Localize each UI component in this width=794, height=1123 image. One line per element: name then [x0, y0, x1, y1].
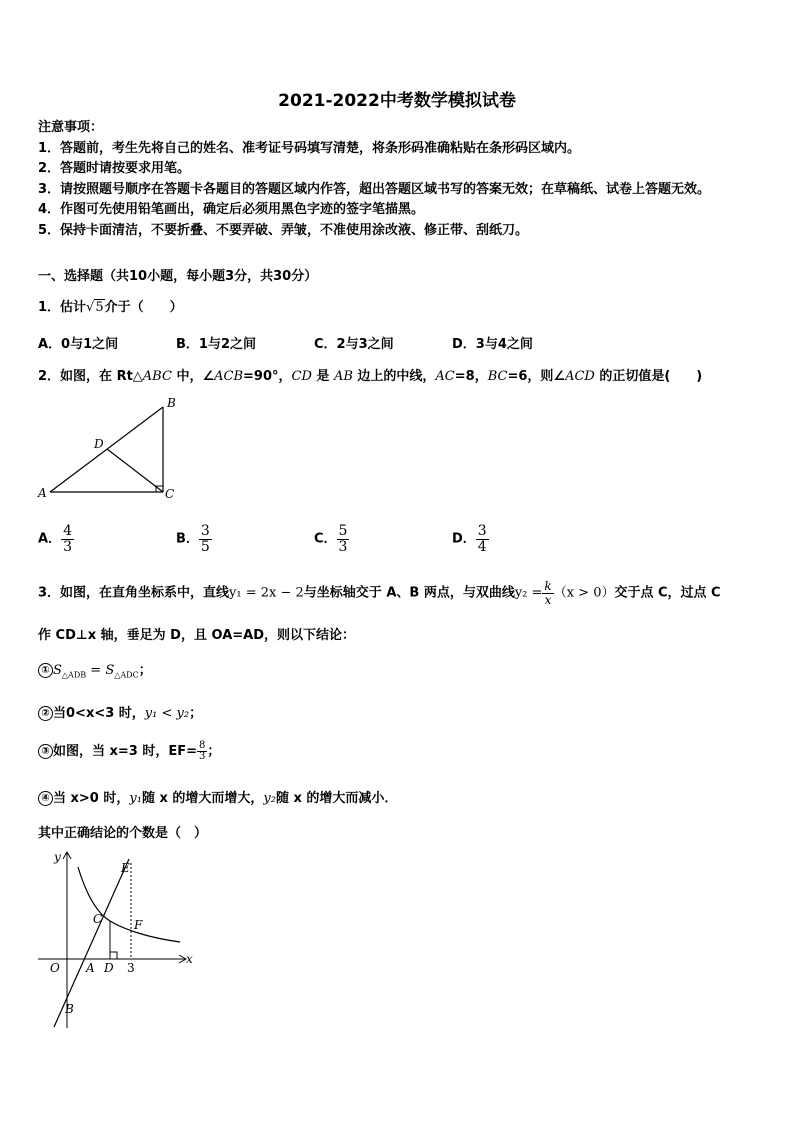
numerator: k	[544, 579, 552, 593]
q2-option-a[interactable]	[38, 524, 74, 554]
label-o: O	[50, 961, 60, 975]
statement-end: ；	[207, 744, 221, 759]
q2-option-d-fraction	[476, 524, 489, 554]
label-e: E	[121, 861, 130, 875]
q3-text-3: 交于点 C，过点 C	[614, 585, 721, 601]
note-item-3: 3．请按照题号顺序在答题卡各题目的答题区域内作答，超出答题区域书写的答案无效；在草稿纸、试卷上答题无效。	[38, 181, 711, 197]
q2-text-3: =90°，	[243, 369, 292, 384]
area-symbol: S	[53, 663, 62, 678]
q2-triangle-figure	[30, 390, 190, 510]
q3-coordinate-figure	[30, 845, 205, 1035]
statement-text: 当 x>0 时，	[53, 791, 130, 806]
denominator: 3	[199, 751, 206, 762]
note-item-2: 2．答题时请按要求用笔。	[38, 161, 191, 177]
statement-marker: ④	[38, 791, 53, 806]
q2-option-a-fraction	[61, 524, 74, 554]
q1-suffix: 介于（ ）	[104, 300, 183, 315]
numerator: 3	[200, 523, 210, 539]
q3-statement-2	[38, 702, 202, 721]
label-c: C	[93, 912, 103, 926]
q3-condition: （x > 0）	[553, 585, 615, 601]
q2-option-b[interactable]	[176, 524, 212, 554]
area-subscript-adb: △ADB	[61, 670, 87, 680]
note-item-5: 5．保持卡面清洁，不要折叠、不要弄破、弄皱，不准使用涂改液、修正带、刮纸刀。	[38, 222, 529, 238]
q2-option-b-letter: B．	[176, 531, 199, 547]
median-cd	[107, 449, 163, 492]
label-x: x	[186, 952, 193, 966]
label-three: 3	[127, 961, 135, 975]
hyperbola-y2	[78, 867, 180, 942]
q2-text-4: 是	[311, 369, 334, 384]
q1-radicand: 5	[95, 300, 104, 315]
q1-option-b[interactable]: B．1与2之间	[176, 337, 256, 352]
denominator: x	[544, 592, 552, 607]
statement-text: 随 x 的增大而增大，	[141, 791, 264, 806]
note-item-4: 4．作图可先使用铅笔画出，确定后必须用黑色字迹的签字笔描黑。	[38, 202, 425, 218]
section-heading: 一、选择题（共10小题，每小题3分，共30分）	[38, 269, 318, 284]
statement-text: 如图，当 x=3 时，EF=	[53, 744, 198, 759]
label-y: y	[54, 850, 61, 864]
label-b: B	[167, 396, 176, 410]
q2-text-8: 的正切值是( )	[594, 369, 703, 384]
denominator: 3	[338, 538, 348, 555]
statement-marker: ③	[38, 744, 53, 759]
q2-triangle-name: ABC	[142, 369, 172, 384]
q1-option-d[interactable]: D．3与4之间	[452, 337, 533, 352]
label-f: F	[134, 918, 143, 932]
q2-angle-acb: ACB	[214, 369, 244, 384]
q2-option-a-letter: A．	[38, 531, 62, 547]
q2-text-7: =6，则∠	[507, 369, 566, 384]
numerator: 4	[63, 523, 72, 539]
question-2	[38, 365, 702, 384]
sqrt-expression: √5	[86, 300, 104, 315]
q2-segment-ab: AB	[333, 369, 353, 384]
statement-end: ；	[138, 663, 152, 678]
y2-symbol: y₂	[263, 791, 276, 806]
statement-marker: ①	[38, 663, 53, 678]
statement-end: ；	[189, 706, 203, 721]
equals-sign: =	[86, 663, 106, 678]
label-a: A	[38, 486, 47, 500]
area-subscript-adc: △ADC	[114, 670, 139, 680]
statement-text: 随 x 的增大而减小．	[275, 791, 398, 806]
q2-option-b-fraction	[199, 524, 212, 554]
label-d: D	[94, 437, 104, 451]
right-angle-mark	[110, 952, 117, 959]
q3-hyperbola-lhs: y₂ =	[514, 585, 543, 601]
notes-heading: 注意事项：	[38, 120, 104, 135]
q3-question: 其中正确结论的个数是（ ）	[38, 826, 208, 841]
numerator: 8	[199, 739, 206, 751]
denominator: 3	[63, 538, 72, 555]
y1-symbol: y₁	[129, 791, 142, 806]
numerator: 5	[338, 523, 348, 539]
q3-text-2: 与坐标轴交于 A、B 两点，与双曲线	[303, 585, 515, 601]
notes-section	[38, 118, 710, 242]
q2-angle-acd: ACD	[565, 369, 595, 384]
denominator: 4	[477, 538, 487, 555]
question-3	[38, 580, 721, 606]
q2-option-d[interactable]	[452, 524, 489, 554]
q2-text-5: 边上的中线，	[352, 369, 436, 384]
q2-option-c-fraction	[337, 524, 350, 554]
q3-text-1: 3．如图，在直角坐标系中，直线	[38, 585, 230, 601]
q2-text-6: =8，	[454, 369, 488, 384]
label-d: D	[104, 961, 114, 975]
label-a: A	[86, 961, 95, 975]
statement-text: 当0<x<3 时，	[53, 706, 145, 721]
area-symbol: S	[105, 663, 115, 678]
statement-marker: ②	[38, 706, 53, 721]
q3-statement-3	[38, 740, 220, 763]
q2-text-1: 2．如图，在 Rt△	[38, 369, 143, 384]
numerator: 3	[477, 523, 487, 539]
note-item-1: 1．答题前，考生先将自己的姓名、准考证号码填写清楚，将条形码准确粘贴在条形码区域内。	[38, 140, 581, 156]
q2-segment-cd: CD	[291, 369, 312, 384]
q2-segment-bc: BC	[487, 369, 508, 384]
q3-statement-1	[38, 659, 152, 680]
q3-line-equation: y₁ = 2x − 2	[229, 585, 304, 601]
q2-option-c-letter: C．	[314, 531, 337, 547]
q2-segment-ac: AC	[435, 369, 455, 384]
q3-statement-4	[38, 787, 397, 806]
q3-line-2: 作 CD⊥x 轴，垂足为 D，且 OA=AD，则以下结论：	[38, 628, 356, 643]
q2-text-2: 中，∠	[171, 369, 215, 384]
q1-option-a[interactable]: A．0与1之间	[38, 337, 119, 352]
q1-prefix: 1．估计	[38, 300, 87, 315]
denominator: 5	[200, 538, 210, 555]
statement-math: y₁ < y₂	[144, 706, 190, 721]
label-c: C	[165, 487, 175, 501]
q2-option-c[interactable]	[314, 524, 349, 554]
page-title: 2021-2022中考数学模拟试卷	[278, 91, 516, 111]
label-b: B	[65, 1002, 74, 1016]
ef-fraction	[197, 741, 207, 763]
q3-hyperbola-fraction	[542, 580, 553, 606]
q1-option-c[interactable]: C．2与3之间	[314, 337, 394, 352]
q2-option-d-letter: D．	[452, 531, 476, 547]
question-1	[38, 296, 183, 315]
